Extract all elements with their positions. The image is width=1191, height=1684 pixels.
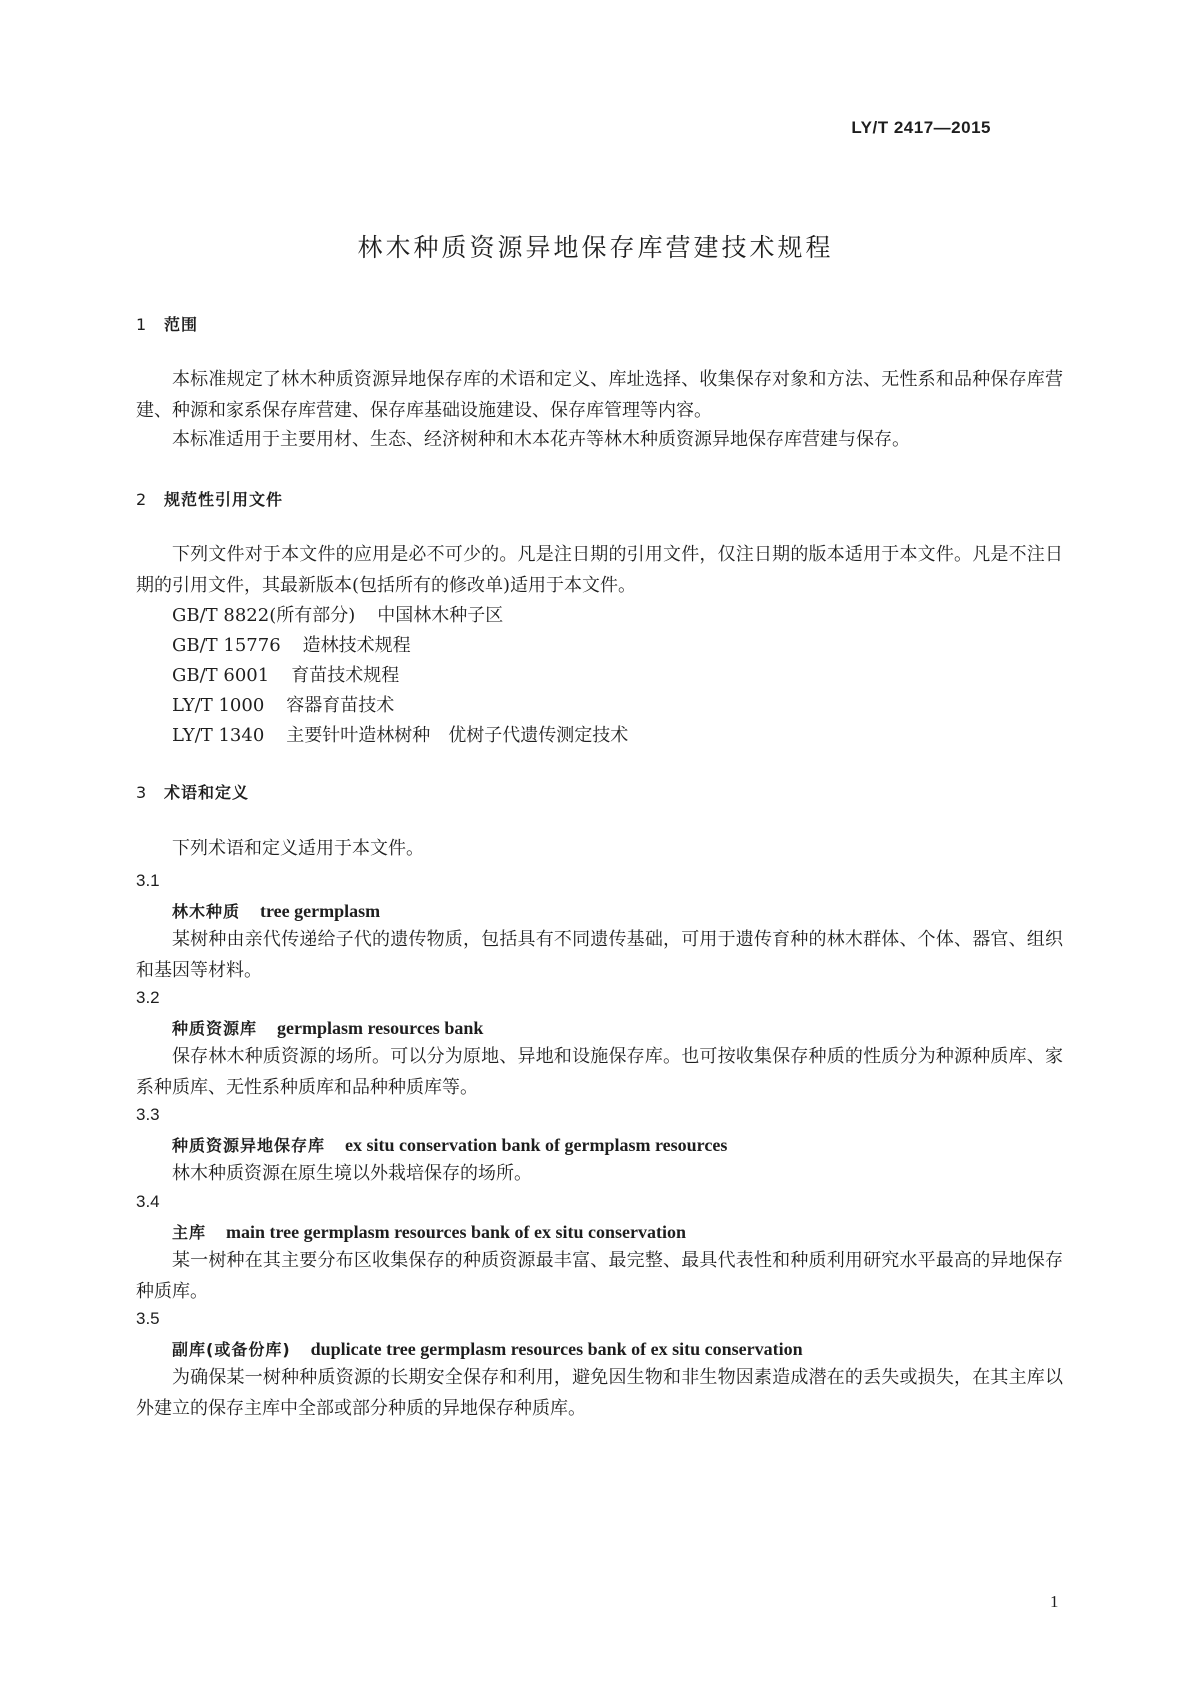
- term-definition: 某树种由亲代传递给子代的遗传物质，包括具有不同遗传基础，可用于遗传育种的林木群体、个体、器官、组织和基因等材料。: [136, 929, 1063, 981]
- standard-code: LY/T 2417—2015: [851, 118, 991, 137]
- term-en: tree germplasm: [260, 901, 381, 921]
- section-3-heading: [136, 780, 249, 803]
- section-title: 规范性引用文件: [164, 490, 284, 509]
- clause-number: 3.4: [136, 1192, 160, 1211]
- reference-code: LY/T 1000: [172, 695, 265, 716]
- document-title: 林木种质资源异地保存库营建技术规程: [357, 233, 834, 262]
- reference-code: GB/T 8822(所有部分): [172, 605, 356, 626]
- reference-item: [172, 721, 628, 747]
- clause-number: 3.1: [136, 871, 160, 890]
- term-definition: 某一树种在其主要分布区收集保存的种质资源最丰富、最完整、最具代表性和种质利用研究水平最高的异地保存种质库。: [136, 1250, 1063, 1302]
- term-heading: [172, 1337, 803, 1360]
- reference-item: [172, 661, 399, 687]
- term-cn: 种质资源库: [172, 1019, 258, 1038]
- reference-code: GB/T 6001: [172, 665, 270, 686]
- section-1-heading: [136, 312, 198, 335]
- reference-title: 育苗技术规程: [291, 665, 400, 686]
- page-number: 1: [1050, 1592, 1059, 1611]
- section-title: 术语和定义: [164, 783, 250, 802]
- reference-code: LY/T 1340: [172, 725, 265, 746]
- clause-number: 3.2: [136, 988, 160, 1007]
- section-2-heading: [136, 487, 283, 510]
- section-1-paragraph-2: 本标准适用于主要用材、生态、经济树种和木本花卉等林木种质资源异地保存库营建与保存。: [172, 429, 910, 450]
- term-heading: [172, 899, 380, 922]
- term-en: germplasm resources bank: [277, 1018, 484, 1038]
- section-number: 3: [136, 783, 148, 802]
- reference-item: [172, 631, 411, 657]
- term-definition: 保存林木种质资源的场所。可以分为原地、异地和设施保存库。也可按收集保存种质的性质分为种源种质库、家系种质库、无性系种质库和品种种质库等。: [136, 1046, 1063, 1098]
- reference-item: [172, 601, 503, 627]
- term-en: duplicate tree germplasm resources bank of ex situ conservation: [310, 1339, 803, 1359]
- reference-title: 容器育苗技术: [286, 695, 395, 716]
- term-definition: 林木种质资源在原生境以外栽培保存的场所。: [172, 1163, 532, 1184]
- section-2-intro: 下列文件对于本文件的应用是必不可少的。凡是注日期的引用文件，仅注日期的版本适用于本文件。凡是不注日期的引用文件，其最新版本(包括所有的修改单)适用于本文件。: [136, 544, 1063, 596]
- section-title: 范围: [164, 315, 199, 334]
- reference-title: 主要针叶造林树种 优树子代遗传测定技术: [286, 725, 629, 746]
- term-heading: [172, 1016, 483, 1039]
- term-heading: [172, 1220, 686, 1243]
- clause-number: 3.3: [136, 1105, 160, 1124]
- reference-title: 中国林木种子区: [377, 605, 504, 626]
- section-3-intro: 下列术语和定义适用于本文件。: [172, 838, 424, 859]
- term-cn: 种质资源异地保存库: [172, 1136, 326, 1155]
- section-1-paragraph-1: 本标准规定了林木种质资源异地保存库的术语和定义、库址选择、收集保存对象和方法、无性系和品种保存库营建、种源和家系保存库营建、保存库基础设施建设、保存库管理等内容。: [136, 369, 1063, 421]
- term-cn: 副库(或备份库): [172, 1340, 291, 1359]
- term-heading: [172, 1133, 727, 1156]
- term-definition: 为确保某一树种种质资源的长期安全保存和利用，避免因生物和非生物因素造成潜在的丢失或损失，在其主库以外建立的保存主库中全部或部分种质的异地保存种质库。: [136, 1367, 1063, 1419]
- term-cn: 林木种质: [172, 902, 241, 921]
- term-cn: 主库: [172, 1223, 207, 1242]
- clause-number: 3.5: [136, 1309, 160, 1328]
- section-number: 2: [136, 490, 148, 509]
- term-en: main tree germplasm resources bank of ex situ conservation: [226, 1222, 686, 1242]
- section-number: 1: [136, 315, 148, 334]
- term-en: ex situ conservation bank of germplasm resources: [345, 1135, 728, 1155]
- reference-title: 造林技术规程: [302, 635, 411, 656]
- reference-item: [172, 691, 394, 717]
- reference-code: GB/T 15776: [172, 635, 281, 656]
